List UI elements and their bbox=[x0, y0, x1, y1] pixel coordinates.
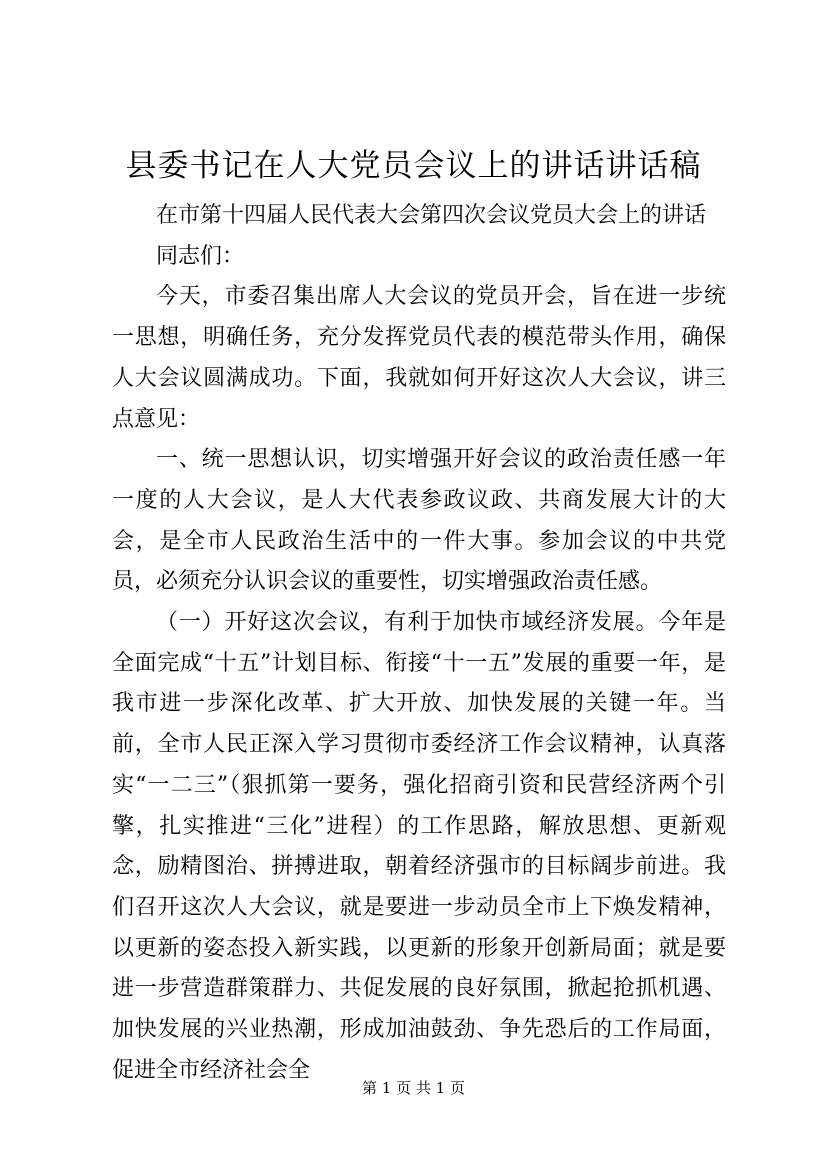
salutation: 同志们： bbox=[156, 243, 245, 269]
page-footer: 第 1 页 共 1 页 bbox=[362, 1079, 465, 1097]
paragraph-section-one: 一、统一思想认识，切实增强开好会议的政治责任感一年一度的人大会议，是人大代表参政议政、共商发展大计的大会，是全市人民政治生活中的一件大事。参加会议的中共党员，必须充分认识会议的重要性，切实增强政治责任感。 bbox=[112, 447, 726, 595]
document-title: 县委书记在人大党员会议上的讲话讲话稿 bbox=[125, 148, 702, 184]
paragraph-subsection-one: （一）开好这次会议，有利于加快市域经济发展。今年是全面完成“十五”计划目标、衔接“十一五”发展的重要一年，是我市进一步深化改革、扩大开放、加快发展的关键一年。当前，全市人民正深入学习贯彻市委经济工作会议精神，认真落实“一二三”（狠抓第一要务，强化招商引资和民营经济两个引擎，扎实推进“三化”进程）的工作思路，解放思想、更新观念，励精图治、拼搏进取，朝着经济强市的目标阔步前进。我们召开这次人大会议，就是要进一步动员全市上下焕发精神，以更新的姿态投入新实践，以更新的形象开创新局面；就是要进一步营造群策群力、共促发展的良好氛围，掀起抢抓机遇、加快发展的兴业热潮，形成加油鼓劲、争先恐后的工作局面，促进全市经济社会全 bbox=[112, 610, 726, 1083]
document-body bbox=[112, 196, 726, 1091]
paragraph-intro: 今天，市委召集出席人大会议的党员开会，旨在进一步统一思想，明确任务，充分发挥党员代表的模范带头作用，确保人大会议圆满成功。下面，我就如何开好这次人大会议，讲三点意见： bbox=[112, 284, 726, 432]
subtitle-line: 在市第十四届人民代表大会第四次会议党员大会上的讲话 bbox=[156, 203, 707, 228]
